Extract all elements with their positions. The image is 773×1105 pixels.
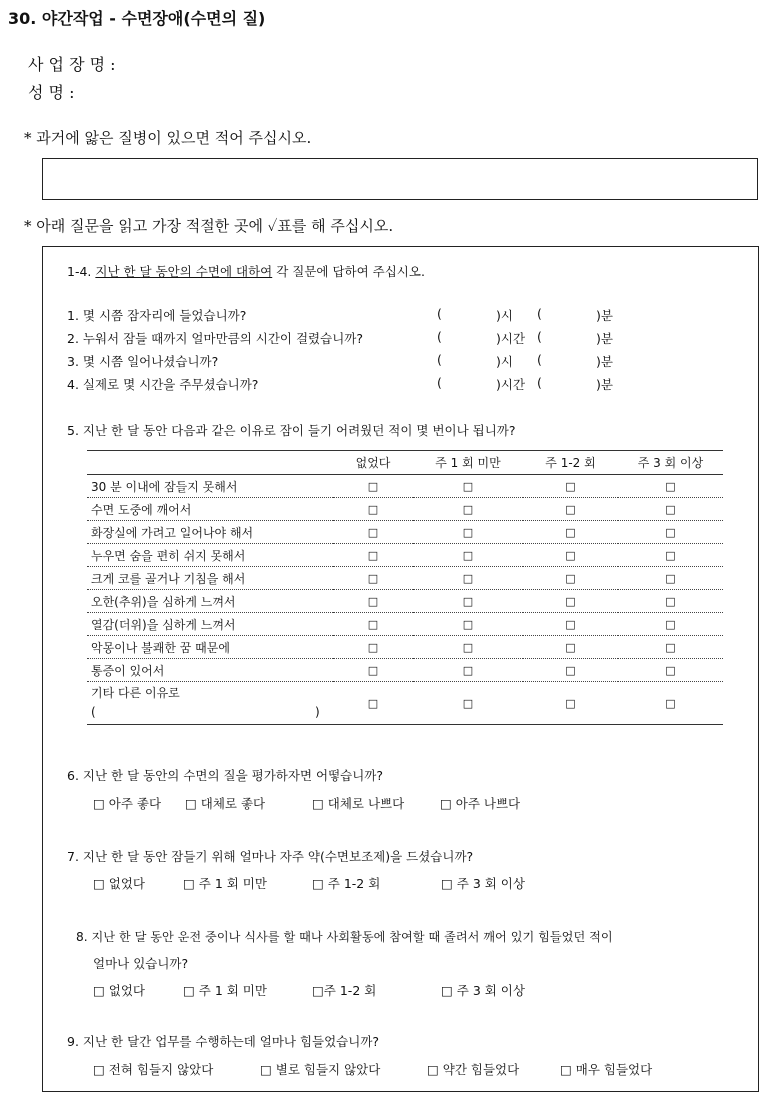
checkbox[interactable]: □: [462, 697, 474, 710]
table-row: [87, 521, 723, 544]
checkbox[interactable]: □: [367, 697, 379, 710]
other-reason-field[interactable]: ( ): [91, 705, 320, 719]
q8-question-line2: 얼마나 있습니까?: [93, 956, 189, 971]
table-row-other: [87, 682, 723, 725]
q5-frequency-table: [87, 450, 723, 725]
q6-option-4[interactable]: □ 아주 나쁘다: [440, 796, 521, 811]
q6-option-3[interactable]: □ 대체로 나쁘다: [312, 796, 405, 811]
page-title: 30. 야간작업 - 수면장애(수면의 질): [8, 9, 266, 28]
table-row: [87, 636, 723, 659]
q5-question: 5. 지난 한 달 동안 다음과 같은 이유로 잠이 들기 어려웠던 적이 몇 번이나 됩니까?: [67, 423, 516, 438]
checkbox[interactable]: □: [565, 664, 576, 677]
checkbox[interactable]: □: [665, 480, 676, 493]
q9-option-4[interactable]: □ 매우 힘들었다: [560, 1062, 653, 1077]
checkbox[interactable]: □: [565, 526, 576, 539]
checkbox[interactable]: □: [665, 549, 676, 562]
disease-instruction: * 과거에 앓은 질병이 있으면 적어 주십시오.: [24, 129, 312, 147]
checkbox[interactable]: □: [462, 572, 474, 585]
checkbox[interactable]: □: [367, 641, 379, 654]
table-row: [87, 567, 723, 590]
checkbox[interactable]: □: [367, 503, 379, 516]
q7-option-4[interactable]: □ 주 3 회 이상: [441, 876, 525, 891]
checkbox[interactable]: □: [462, 526, 474, 539]
q7-option-2[interactable]: □ 주 1 회 미만: [183, 876, 267, 891]
workplace-label: 사 업 장 명 :: [28, 55, 116, 74]
checkbox[interactable]: □: [367, 618, 379, 631]
table-row: [87, 498, 723, 521]
table-row: [87, 590, 723, 613]
table-row: [87, 475, 723, 498]
q6-question: 6. 지난 한 달 동안의 수면의 질을 평가하자면 어떻습니까?: [67, 768, 383, 783]
checkbox[interactable]: □: [367, 480, 379, 493]
row-label: 수면 도중에 깨어서: [87, 498, 333, 521]
q7-option-3[interactable]: □ 주 1-2 회: [312, 876, 381, 891]
checkbox[interactable]: □: [565, 549, 576, 562]
checkbox[interactable]: □: [565, 503, 576, 516]
row-label: 통증이 있어서: [87, 659, 333, 682]
checkbox[interactable]: □: [462, 503, 474, 516]
table-header-row: [87, 451, 723, 475]
checkbox[interactable]: □: [665, 697, 676, 710]
q9-option-1[interactable]: □ 전혀 힘들지 않았다: [93, 1062, 214, 1077]
q9-option-3[interactable]: □ 약간 힘들었다: [427, 1062, 520, 1077]
checkbox[interactable]: □: [367, 595, 379, 608]
row-label: 크게 코를 골거나 기침을 해서: [87, 567, 333, 590]
col-header-3plus-weekly: 주 3 회 이상: [618, 451, 723, 475]
q8-option-3[interactable]: □주 1-2 회: [312, 983, 377, 998]
checkbox[interactable]: □: [462, 595, 474, 608]
checkbox[interactable]: □: [462, 549, 474, 562]
checkbox[interactable]: □: [367, 572, 379, 585]
row-label: 오한(추위)을 심하게 느껴서: [87, 590, 333, 613]
q6-option-1[interactable]: □ 아주 좋다: [93, 796, 162, 811]
checkbox[interactable]: □: [565, 641, 576, 654]
col-header-none: 없었다: [333, 451, 413, 475]
check-instruction: * 아래 질문을 읽고 가장 적절한 곳에 ✓표를 해 주십시오.: [24, 217, 394, 235]
q7-question: 7. 지난 한 달 동안 잠들기 위해 얼마나 자주 약(수면보조제)을 드셨습니까?: [67, 849, 474, 864]
checkbox[interactable]: □: [462, 641, 474, 654]
intro-text: 1-4. 지난 한 달 동안의 수면에 대하여 각 질문에 답하여 주십시오.: [67, 264, 425, 279]
checkbox[interactable]: □: [665, 641, 676, 654]
disease-input-box[interactable]: [42, 158, 758, 200]
table-row: [87, 544, 723, 567]
checkbox[interactable]: □: [565, 595, 576, 608]
checkbox[interactable]: □: [665, 595, 676, 608]
checkbox[interactable]: □: [665, 618, 676, 631]
row-label: 악몽이나 불쾌한 꿈 때문에: [87, 636, 333, 659]
checkbox[interactable]: □: [462, 618, 474, 631]
name-label: 성 명 :: [28, 83, 75, 102]
checkbox[interactable]: □: [565, 480, 576, 493]
checkbox[interactable]: □: [367, 549, 379, 562]
checkbox[interactable]: □: [665, 572, 676, 585]
q9-option-2[interactable]: □ 별로 힘들지 않았다: [260, 1062, 381, 1077]
table-row: [87, 613, 723, 636]
table-row: [87, 659, 723, 682]
checkbox[interactable]: □: [462, 480, 474, 493]
q6-option-2[interactable]: □ 대체로 좋다: [185, 796, 266, 811]
checkbox[interactable]: □: [462, 664, 474, 677]
checkbox[interactable]: □: [565, 697, 576, 710]
col-header-1-2-weekly: 주 1-2 회: [523, 451, 618, 475]
q8-option-1[interactable]: □ 없었다: [93, 983, 146, 998]
checkbox[interactable]: □: [565, 618, 576, 631]
checkbox[interactable]: □: [665, 664, 676, 677]
col-header-less-weekly: 주 1 회 미만: [413, 451, 523, 475]
other-reason-label: 기타 다른 이유로: [91, 686, 180, 700]
row-label: 열감(더위)을 심하게 느껴서: [87, 613, 333, 636]
q8-option-4[interactable]: □ 주 3 회 이상: [441, 983, 525, 998]
checkbox[interactable]: □: [565, 572, 576, 585]
checkbox[interactable]: □: [367, 664, 379, 677]
checkbox[interactable]: □: [665, 526, 676, 539]
q8-option-2[interactable]: □ 주 1 회 미만: [183, 983, 267, 998]
q8-question-line1: 8. 지난 한 달 동안 운전 중이나 식사를 할 때나 사회활동에 참여할 때 졸려서 깨어 있기 힘들었던 적이: [76, 930, 613, 944]
row-label: 누우면 숨을 편히 쉬지 못해서: [87, 544, 333, 567]
checkbox[interactable]: □: [367, 526, 379, 539]
checkbox[interactable]: □: [665, 503, 676, 516]
row-label: 화장실에 가려고 일어나야 해서: [87, 521, 333, 544]
q7-option-1[interactable]: □ 없었다: [93, 876, 146, 891]
q9-question: 9. 지난 한 달간 업무를 수행하는데 얼마나 힘들었습니까?: [67, 1034, 380, 1049]
row-label: 30 분 이내에 잠들지 못해서: [87, 475, 333, 498]
